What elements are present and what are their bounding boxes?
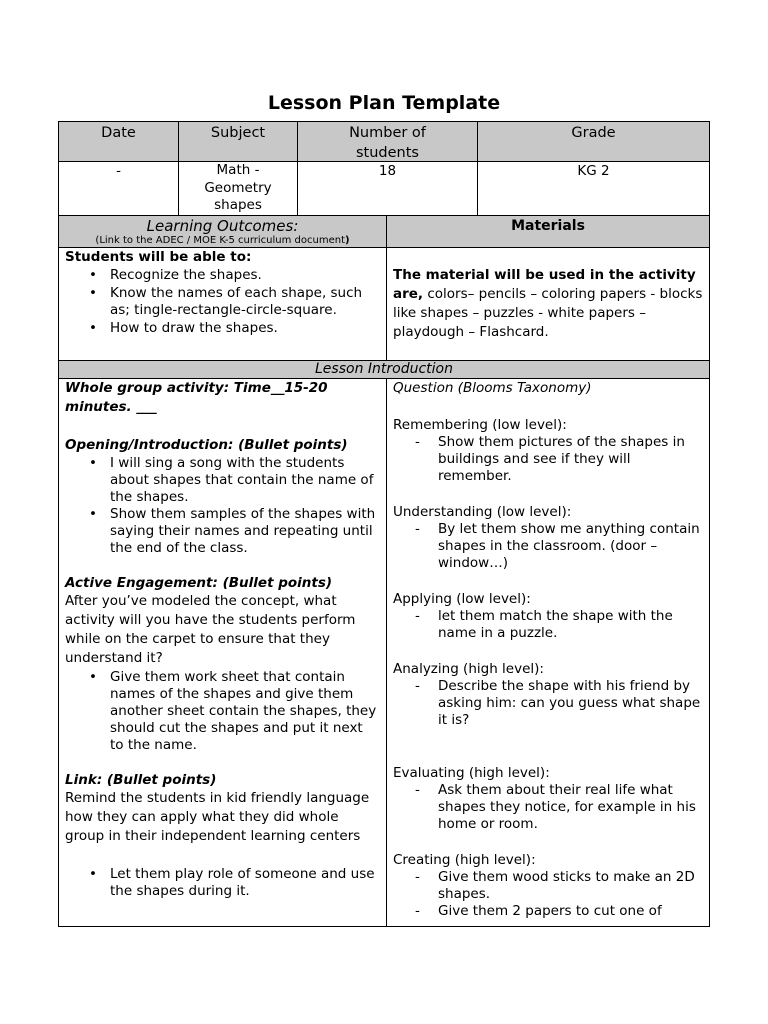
curriculum-note <box>59 235 386 247</box>
materials-lead: The material will be used in the activity are, <box>393 267 696 302</box>
list-item: - Ask them about their real life what shapes they notice, for example in his home or room. <box>393 782 703 833</box>
list-item: • Give them work sheet that contain names of the shapes and give them another sheet contain the shapes, they should cut the shapes and put it next to the name. <box>65 669 380 754</box>
evaluating-label: Evaluating (high level): <box>393 765 550 781</box>
curriculum-note-text: (Link to the ADEC / MOE K-5 curriculum document <box>95 235 345 246</box>
list-item: • Know the names of each shape, such as; tingle-rectangle-circle-square. <box>65 285 380 318</box>
list-item: - Describe the shape with his friend by asking him: can you guess what shape it is? <box>393 678 703 729</box>
active-engagement-heading: Active Engagement: (Bullet points) <box>65 575 333 591</box>
learning-outcomes-content <box>58 247 387 361</box>
remembering-list <box>393 434 703 485</box>
header-grade: Grade <box>477 121 710 162</box>
materials-content <box>386 247 710 361</box>
materials-header: Materials <box>386 215 710 248</box>
header-subject: Subject <box>178 121 298 162</box>
active-engagement-text: After you’ve modeled the concept, what activity will you have the students perform while on the carpet to ensure that they understand it? <box>65 593 356 666</box>
applying-label: Applying (low level): <box>393 591 531 607</box>
analyzing-list <box>393 678 703 729</box>
page-title: Lesson Plan Template <box>267 92 501 114</box>
list-item: • Let them play role of someone and use the shapes during it. <box>65 866 380 900</box>
list-item: • How to draw the shapes. <box>65 319 380 337</box>
blooms-heading: Question (Blooms Taxonomy) <box>393 380 592 396</box>
value-number-of-students: 18 <box>297 161 478 216</box>
value-grade: KG 2 <box>477 161 710 216</box>
creating-label: Creating (high level): <box>393 852 536 868</box>
list-item: - let them match the shape with the name in a puzzle. <box>393 608 703 642</box>
understanding-list <box>393 521 703 572</box>
applying-list <box>393 608 703 642</box>
curriculum-note-paren: ) <box>345 235 350 246</box>
activities-column <box>58 378 387 927</box>
link-heading: Link: (Bullet points) <box>65 772 217 788</box>
whole-group-activity: Whole group activity: Time__15-20 minutes. ___ <box>65 380 328 415</box>
understanding-label: Understanding (low level): <box>393 504 572 520</box>
list-item: - Show them pictures of the shapes in buildings and see if they will remember. <box>393 434 703 485</box>
active-engagement-list <box>65 669 380 754</box>
list-item: - Give them wood sticks to make an 2D shapes. <box>393 869 703 903</box>
list-item: • Recognize the shapes. <box>65 266 380 284</box>
opening-list <box>65 455 380 557</box>
list-item: - Give them 2 papers to cut one of <box>393 903 703 920</box>
list-item: - By let them show me anything contain shapes in the classroom. (door – window…) <box>393 521 703 572</box>
creating-list <box>393 869 703 920</box>
outcomes-intro: Students will be able to: <box>65 249 252 265</box>
outcomes-list <box>65 266 380 337</box>
header-date: Date <box>58 121 179 162</box>
list-item: • I will sing a song with the students about shapes that contain the name of the shapes. <box>65 455 380 506</box>
remembering-label: Remembering (low level): <box>393 417 567 433</box>
lesson-introduction-header: Lesson Introduction <box>58 360 710 379</box>
questions-column <box>386 378 710 927</box>
learning-outcomes-heading: Learning Outcomes: <box>146 217 299 235</box>
opening-heading: Opening/Introduction: (Bullet points) <box>65 437 348 453</box>
evaluating-list <box>393 782 703 833</box>
link-list <box>65 866 380 900</box>
materials-text: colors– pencils – coloring papers - blocks like shapes – puzzles - white papers – playdough – Flashcard. <box>393 286 703 340</box>
learning-outcomes-header <box>58 215 387 248</box>
analyzing-label: Analyzing (high level): <box>393 661 544 677</box>
link-text: Remind the students in kid friendly language how they can apply what they did whole group in their independent learning centers <box>65 790 370 844</box>
value-subject: Math - Geometry shapes <box>178 161 298 216</box>
header-number-of-students: Number of students <box>297 121 478 162</box>
value-date: - <box>58 161 179 216</box>
list-item: • Show them samples of the shapes with saying their names and repeating until the end of the class. <box>65 506 380 557</box>
